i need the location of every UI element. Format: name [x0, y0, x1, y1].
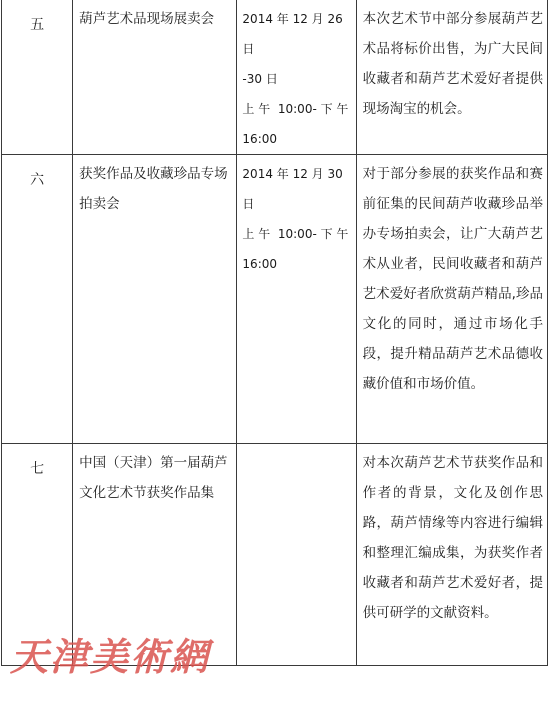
svg-text:天津美術網: 天津美術網 — [10, 634, 211, 679]
event-time — [237, 444, 356, 666]
event-schedule-table — [1, 0, 548, 666]
event-description: 本次艺术节中部分参展葫芦艺术品将标价出售，为广大民间收藏者和葫芦艺术爱好者提供现场淘宝的机会。 — [356, 0, 547, 155]
event-name: 获奖作品及收藏珍品专场拍卖会 — [73, 155, 237, 444]
row-number: 六 — [2, 155, 73, 444]
table-row — [2, 155, 548, 444]
event-description: 对于部分参展的获奖作品和赛前征集的民间葫芦收藏珍品举办专场拍卖会，让广大葫芦艺术从业者，民间收藏者和葫芦艺术爱好者欣赏葫芦精品,珍品文化的同时，通过市场化手段，提升精品葫芦艺术品德收藏价值和市场价值。 — [356, 155, 547, 444]
event-time: 2014 年 12 月 30 日 上 午 10:00- 下 午 16:00 — [237, 155, 356, 444]
event-time: 2014 年 12 月 26 日 -30 日 上 午 10:00- 下 午 16:00 — [237, 0, 356, 155]
site-watermark-logo — [6, 632, 226, 682]
event-name: 中国（天津）第一届葫芦文化艺术节获奖作品集 — [73, 444, 237, 666]
event-description: 对本次葫芦艺术节获奖作品和作者的背景，文化及创作思路，葫芦情缘等内容进行编辑和整理汇编成集，为获奖作者收藏者和葫芦艺术爱好者，提供可研学的文献资料。 — [356, 444, 547, 666]
watermark-calligraphy — [6, 632, 226, 682]
row-number: 七 — [2, 444, 73, 666]
event-name: 葫芦艺术品现场展卖会 — [73, 0, 237, 155]
table-row — [2, 0, 548, 155]
row-number: 五 — [2, 0, 73, 155]
